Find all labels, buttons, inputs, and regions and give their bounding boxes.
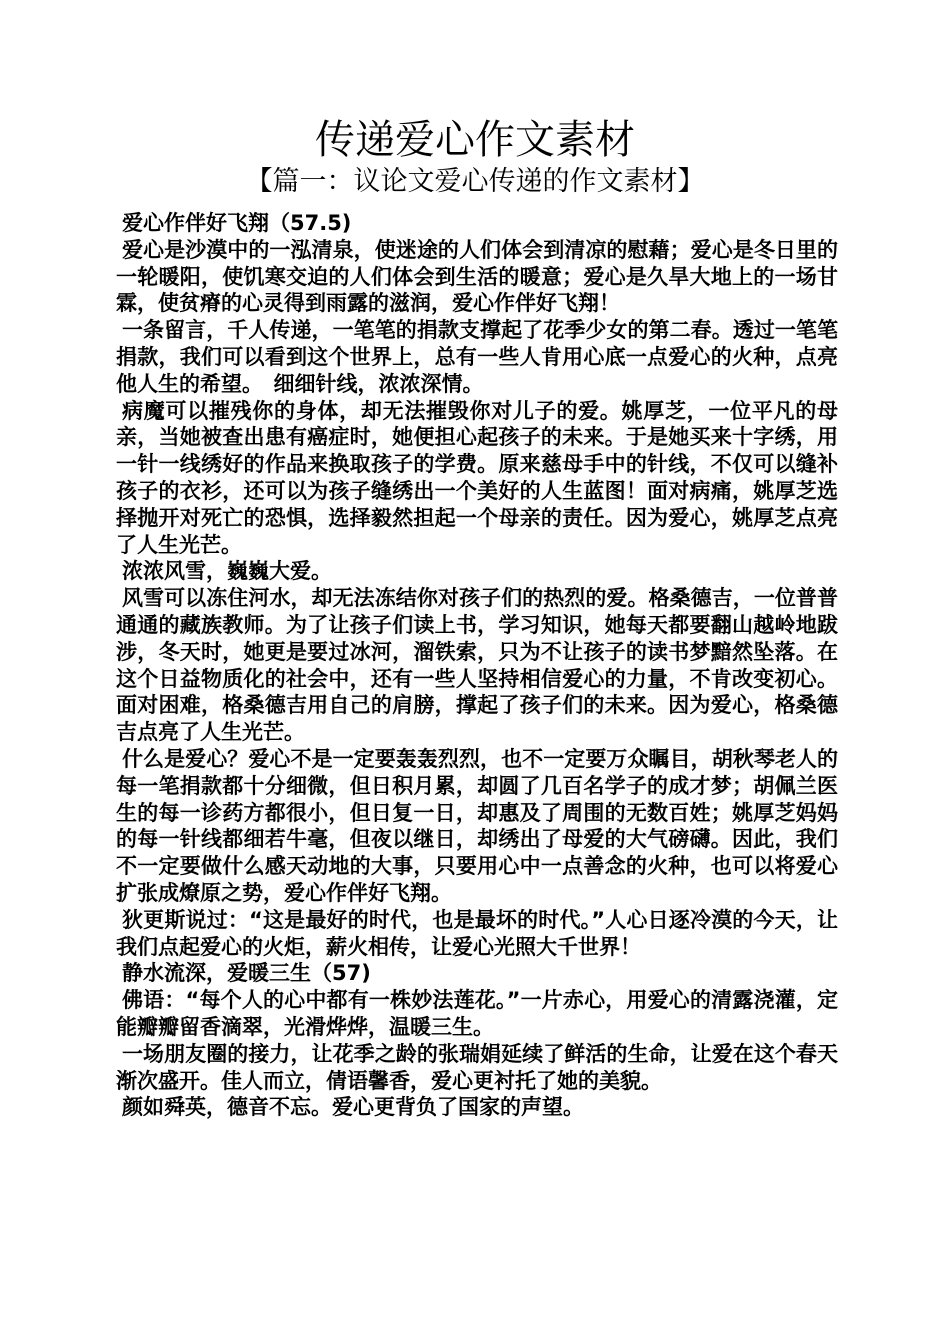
paragraph: 风雪可以冻住河水，却无法冻结你对孩子们的热烈的爱。格桑德吉，一位普普通通的藏族教师。为了让孩子们读上书，学习知识，她每天都要翻山越岭地跋涉，冬天时，她更是要过冰河，溜铁索，只为不让孩子的读书梦黯然坠落。在这个日益物质化的社会中，还有一些人坚持相信爱心的力量，不肯改变初心。面对困难，格桑德吉用自己的肩膀，撑起了孩子们的未来。因为爱心，格桑德吉点亮了人生光芒。 (116, 586, 838, 745)
paragraph: 一场朋友圈的接力，让花季之龄的张瑞娟延续了鲜活的生命，让爱在这个春天渐次盛开。佳人而立，倩语馨香，爱心更衬托了她的美貌。 (116, 1041, 838, 1093)
paragraph-heading-2: 静水流深，爱暖三生（57) (122, 961, 371, 986)
paragraph: 一条留言，千人传递，一笔笔的捐款支撑起了花季少女的第二春。透过一笔笔捐款，我们可以看到这个世界上，总有一些人肯用心底一点爱心的火种，点亮他人生的希望。 细细针线，浓浓深情。 (116, 318, 838, 396)
paragraph-heading-1: 爱心作伴好飞翔（57.5) (122, 211, 352, 235)
paragraph: 病魔可以摧残你的身体，却无法摧毁你对儿子的爱。姚厚芝，一位平凡的母亲，当她被查出患有癌症时，她便担心起孩子的未来。于是她买来十字绣，用一针一线绣好的作品来换取孩子的学费。原来慈母手中的针线，不仅可以缝补孩子的衣衫，还可以为孩子缝绣出一个美好的人生蓝图！面对病痛，姚厚芝选择抛开对死亡的恐惧，选择毅然担起一个母亲的责任。因为爱心，姚厚芝点亮了人生光芒。 (116, 398, 838, 557)
paragraph: 什么是爱心？爱心不是一定要轰轰烈烈，也不一定要万众瞩目，胡秋琴老人的每一笔捐款都十分细微，但日积月累，却圆了几百名学子的成才梦；胡佩兰医生的每一诊药方都很小，但日复一日，却惠及了周围的无数百姓；姚厚芝妈妈的每一针线都细若牛毫，但夜以继日，却绣出了母爱的大气磅礴。因此，我们不一定要做什么感天动地的大事，只要用心中一点善念的火种，也可以将爱心扩张成燎原之势，爱心作伴好飞翔。 (116, 746, 838, 905)
paragraph: 佛语：“每个人的心中都有一株妙法莲花。”一片赤心，用爱心的清露浇灌，定能瓣瓣留香滴翠，光滑烨烨，温暖三生。 (116, 988, 838, 1039)
paragraph: 爱心是沙漠中的一泓清泉，使迷途的人们体会到清凉的慰藉；爱心是冬日里的一轮暖阳，使饥寒交迫的人们体会到生活的暖意；爱心是久旱大地上的一场甘霖，使贫瘠的心灵得到雨露的滋润，爱心作伴好飞翔！ (116, 237, 838, 316)
document-body (116, 210, 838, 1121)
paragraph: 狄更斯说过：“这是最好的时代，也是最坏的时代。”人心日逐冷漠的今天，让我们点起爱心的火炬，薪火相传，让爱心光照大千世界！ (116, 907, 838, 959)
paragraph: 浓浓风雪，巍巍大爱。 (122, 559, 332, 584)
document-title: 传递爱心作文素材 (315, 117, 635, 163)
paragraph: 颜如舜英，德音不忘。爱心更背负了国家的声望。 (122, 1095, 584, 1120)
document-subtitle: 【篇一：议论文爱心传递的作文素材】 (245, 166, 705, 197)
